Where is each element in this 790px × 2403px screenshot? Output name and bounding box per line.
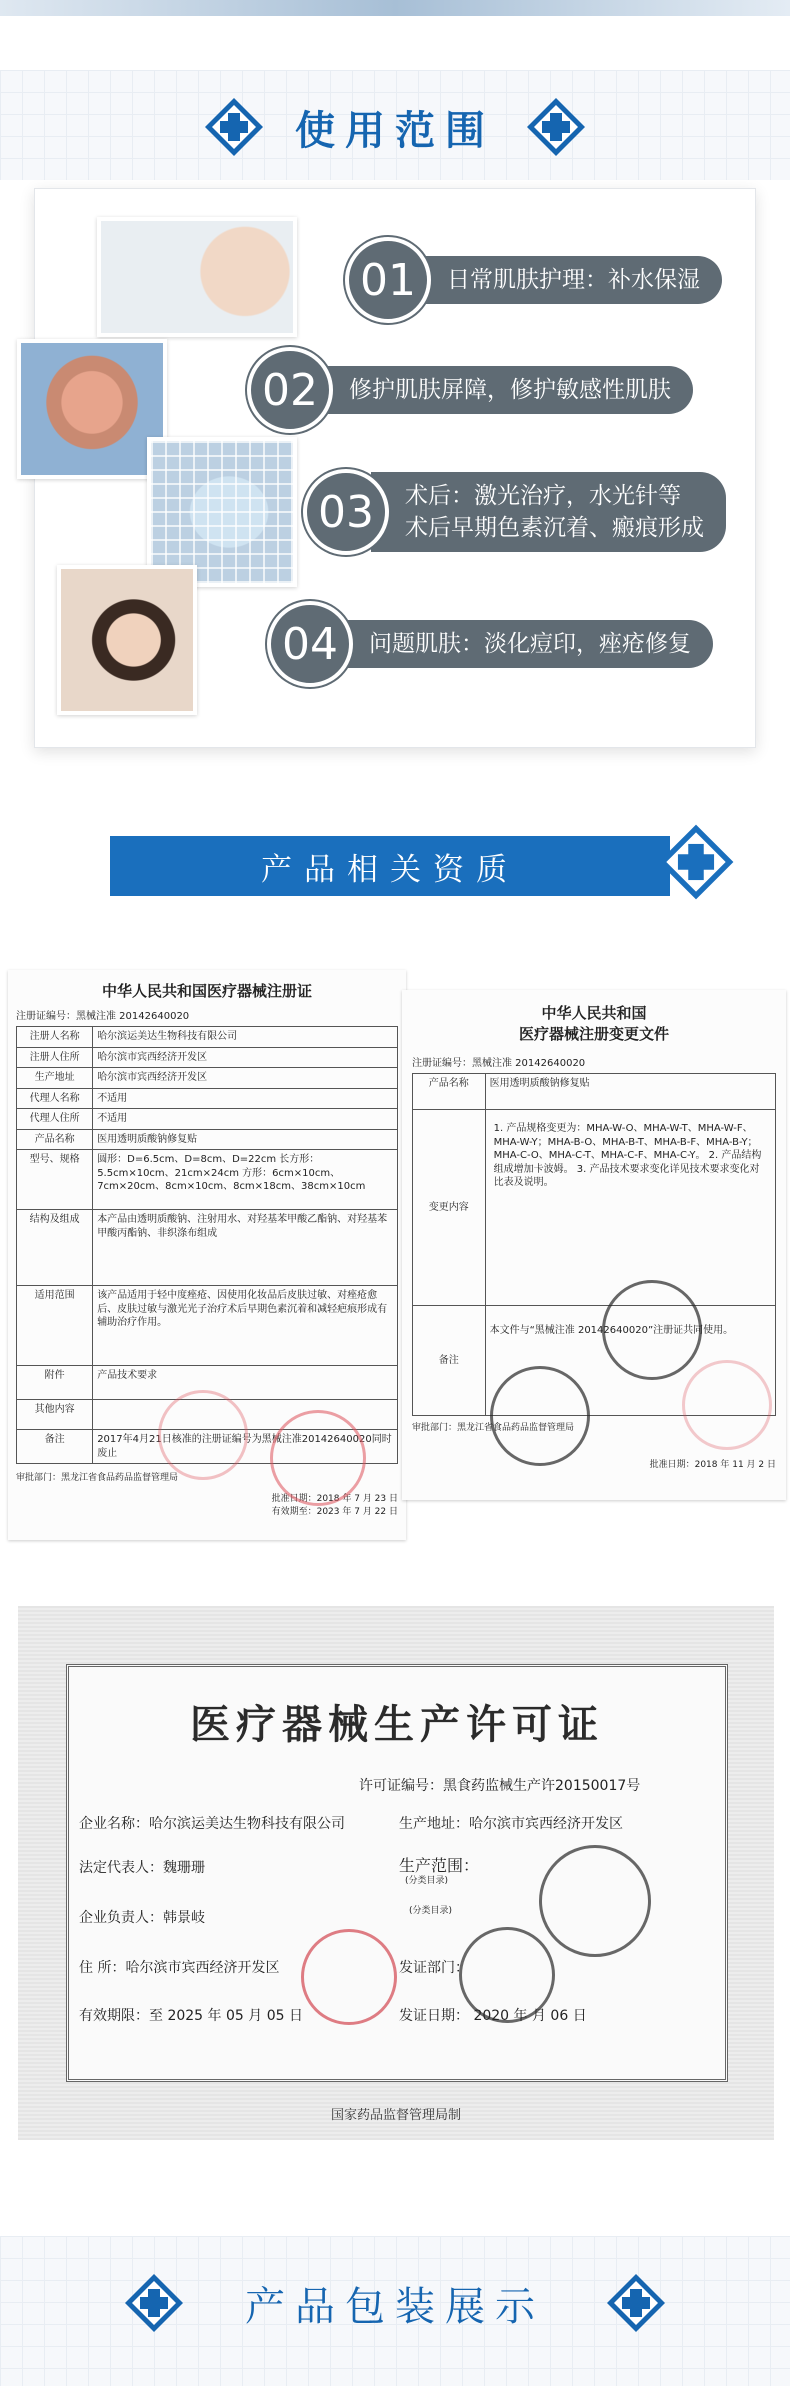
license-scope: 生产范围： [399,1856,480,1875]
license-valid-until: 有效期限：至 2025 年 05 月 05 日 [79,2008,303,2024]
photo-red-skin [17,339,167,479]
photo-skin-moisture [97,217,297,337]
red-seal [270,1410,366,1506]
packaging-title: 产品包装展示 [245,2283,545,2330]
photo-woman-face [57,565,197,715]
medical-cross-icon [123,2272,185,2334]
table-row: 代理人住所 不适用 [17,1109,398,1130]
table-row: 适用范围 该产品适用于轻中度痤疮、因使用化妆品后皮肤过敏、对痤疮愈后、皮肤过敏与激光光子治疗术后早期色素沉着和减轻疤痕形成有辅助治疗作用。 [17,1286,398,1366]
table-row: 其他内容 [17,1400,398,1430]
change-doc-title: 中华人民共和国 [541,1004,647,1022]
table-row: 备注 本文件与“黑械注准 20142640020”注册证共同使用。 [413,1306,776,1416]
license-scope-note: (分类目录) [405,1876,449,1886]
license-principal: 企业负责人：韩景岐 [79,1910,205,1926]
usage-number: 01 [345,237,431,323]
dark-seal [459,1927,555,2023]
usage-header [0,96,790,158]
packaging-header [0,2272,790,2334]
registration-certificate [8,970,406,1540]
usage-item-03 [303,469,726,555]
usage-card [34,188,756,748]
red-seal [158,1390,248,1480]
reg-cert-approver: 审批部门：黑龙江省食品药品监督管理局 [16,1473,179,1483]
table-row: 产品名称 医用透明质酸钠修复贴 [17,1129,398,1150]
usage-number: 03 [303,469,389,555]
dark-seal [602,1280,702,1380]
change-doc-subtitle: 医疗器械注册变更文件 [518,1025,669,1043]
license-issue-date: 发证日期： 2020 年 月 06 日 [399,2008,587,2024]
change-doc-approver: 审批部门：黑龙江省食品药品监督管理局 [412,1423,575,1433]
table-row: 注册人住所 哈尔滨市宾西经济开发区 [17,1047,398,1068]
registration-change-document [402,990,786,1500]
medical-cross-icon [656,822,736,902]
usage-number: 04 [267,601,353,687]
change-doc-number: 注册证编号：黑械注准 20142640020 [412,1058,586,1069]
table-row: 变更内容 1. 产品规格变更为：MHA-W-O、MHA-W-T、MHA-W-F、MHA-W-Y；MHA-B-O、MHA-B-T、MHA-B-F、MHA-B-Y；MHA-C-O、MHA-C-T、MHA-C-F、MHA-C-Y。 2. 产品结构组成增加卡波姆。 3. 产品技术要求变化详见技术要求变化对比表及说明。 [413,1110,776,1306]
usage-number: 02 [247,347,333,433]
medical-cross-icon [203,96,265,158]
usage-text: 修护肌肤屏障，修护敏感性肌肤 [315,366,693,414]
change-doc-date: 批准日期：2018 年 11 月 2 日 [649,1460,776,1470]
production-license [18,1606,774,2140]
license-category-note: (分类目录) [409,1906,453,1916]
reg-cert-expiry: 有效期至：2023 年 7 月 22 日 [271,1507,398,1517]
red-seal [301,1929,397,2025]
reg-cert-date: 批准日期：2018 年 7 月 23 日 [271,1494,398,1504]
usage-title: 使用范围 [295,107,495,154]
license-company: 企业名称：哈尔滨运美达生物科技有限公司 [79,1816,345,1832]
license-legal-rep: 法定代表人：魏珊珊 [79,1860,205,1876]
table-row: 生产地址 哈尔滨市宾西经济开发区 [17,1068,398,1089]
usage-text: 问题肌肤：淡化痘印，痤疮修复 [335,620,713,668]
table-row: 附件 产品技术要求 [17,1366,398,1400]
license-title: 医疗器械生产许可证 [190,1701,604,1748]
qualification-title: 产品相关资质 [110,836,670,896]
dark-seal [539,1845,651,1957]
usage-item-04 [267,601,713,687]
dark-seal [490,1366,590,1466]
license-number: 许可证编号：黑食药监械生产许20150017号 [359,1778,641,1794]
table-row: 产品名称 医用透明质酸钠修复贴 [413,1074,776,1110]
license-issuer: 发证部门： [399,1960,469,1976]
license-frame [66,1664,728,2082]
usage-item-02 [247,347,693,433]
license-prod-address: 生产地址：哈尔滨市宾西经济开发区 [399,1816,623,1832]
table-row: 注册人名称 哈尔滨运美达生物科技有限公司 [17,1027,398,1048]
license-residence: 住 所：哈尔滨市宾西经济开发区 [79,1960,280,1976]
reg-cert-number: 注册证编号：黑械注准 20142640020 [16,1011,190,1022]
table-row: 代理人名称 不适用 [17,1088,398,1109]
license-footer: 国家药品监督管理局制 [330,2108,461,2123]
table-row: 结构及组成 本产品由透明质酸钠、注射用水、对羟基苯甲酸乙酯钠、对羟基苯甲酸丙酯钠、非织涤布组成 [17,1210,398,1286]
table-row: 备注 2017年4月21日核准的注册证编号为黑械注准20142640020同时废止 [17,1430,398,1464]
usage-item-01 [345,237,722,323]
table-row: 型号、规格 圆形：D=6.5cm、D=8cm、D=22cm 长方形：5.5cm×10cm、21cm×24cm 方形：6cm×10cm、7cm×20cm、8cm×10cm、8cm×18cm、38cm×10cm [17,1150,398,1210]
usage-text: 术后：激光治疗，水光针等 术后早期色素沉着、瘢痕形成 [371,472,726,552]
top-band [0,0,790,16]
usage-text: 日常肌肤护理：补水保湿 [413,256,722,304]
medical-cross-icon [605,2272,667,2334]
medical-cross-icon [525,96,587,158]
red-seal [682,1360,772,1450]
reg-cert-title: 中华人民共和国医疗器械注册证 [101,982,312,1000]
